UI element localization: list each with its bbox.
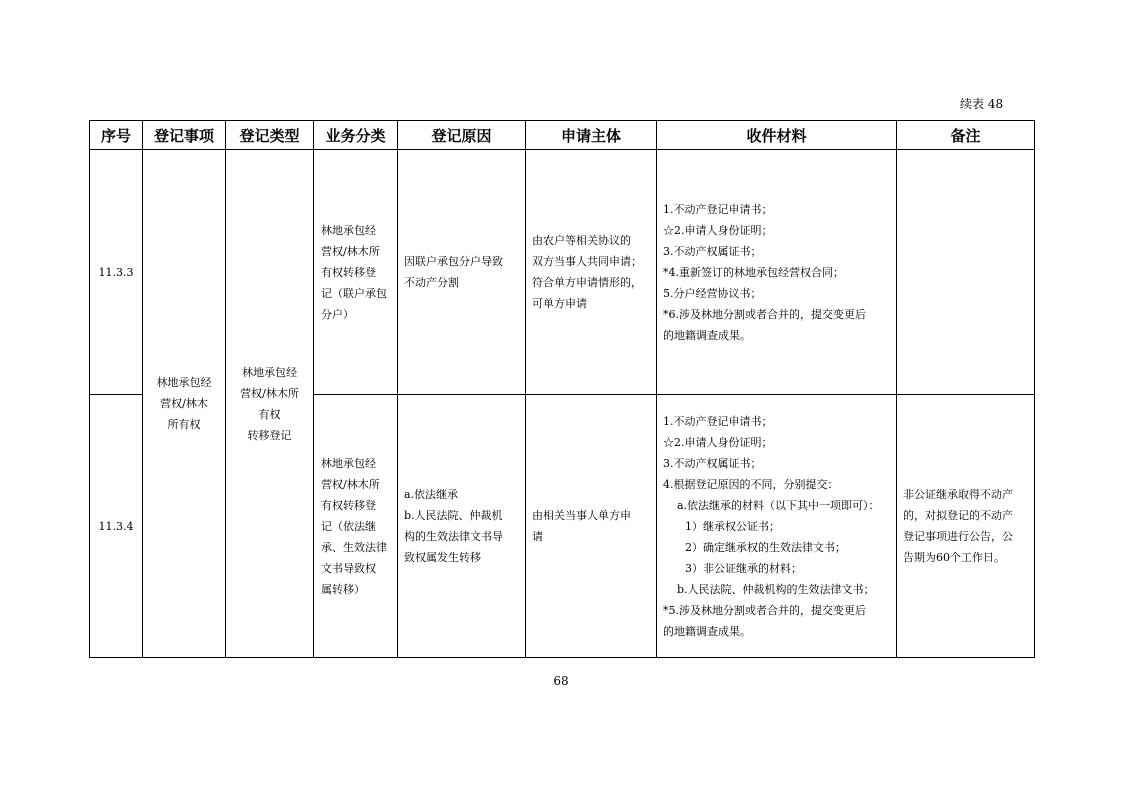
header-seq: 序号 xyxy=(90,121,143,150)
header-category: 业务分类 xyxy=(314,121,398,150)
applicant-cell: 由农户等相关协议的 双方当事人共同申请； 符合单方申请情形的， 可单方申请 xyxy=(526,150,657,395)
header-materials: 收件材料 xyxy=(657,121,897,150)
table-row xyxy=(90,150,1035,395)
remark-cell xyxy=(897,150,1035,395)
header-type: 登记类型 xyxy=(226,121,314,150)
type-cell: 林地承包经 营权/林木所 有权 转移登记 xyxy=(226,150,314,658)
reason-cell: a.依法继承 b.人民法院、仲裁机 构的生效法律文书导 致权属发生转移 xyxy=(398,395,526,658)
header-reason: 登记原因 xyxy=(398,121,526,150)
header-remark: 备注 xyxy=(897,121,1035,150)
reason-cell: 因联户承包分户导致 不动产分割 xyxy=(398,150,526,395)
remark-cell: 非公证继承取得不动产 的，对拟登记的不动产 登记事项进行公告，公 告期为60个工作日。 xyxy=(897,395,1035,658)
table-header-row xyxy=(90,121,1035,150)
materials-cell: 1.不动产登记申请书； ☆2.申请人身份证明； 3.不动产权属证书； *4.重新签订的林地承包经营权合同； 5.分户经营协议书； *6.涉及林地分割或者合并的，提交变更后 的地籍调查成果。 xyxy=(657,150,897,395)
category-cell: 林地承包经 营权/林木所 有权转移登 记（联户承包 分户） xyxy=(314,150,398,395)
registration-table xyxy=(89,120,1035,658)
continued-table-label: 续表 48 xyxy=(960,97,1004,111)
header-item: 登记事项 xyxy=(143,121,226,150)
page-number: 68 xyxy=(553,674,569,688)
materials-cell: 1.不动产登记申请书； ☆2.申请人身份证明； 3.不动产权属证书； 4.根据登记原因的不同，分别提交： a.依法继承的材料（以下其中一项即可）： 1）继承权公证书； 2）确定继承权的生效法律文书； 3）非公证继承的材料； b.人民法院、仲裁机构的生效法律文书； *5.涉及林地分割或者合并的，提交变更后 的地籍调查成果。 xyxy=(657,395,897,658)
header-applicant: 申请主体 xyxy=(526,121,657,150)
seq-cell: 11.3.4 xyxy=(90,395,143,658)
category-cell: 林地承包经 营权/林木所 有权转移登 记（依法继 承、生效法律 文书导致权 属转移） xyxy=(314,395,398,658)
applicant-cell: 由相关当事人单方申 请 xyxy=(526,395,657,658)
seq-cell: 11.3.3 xyxy=(90,150,143,395)
item-cell: 林地承包经 营权/林木 所有权 xyxy=(143,150,226,658)
